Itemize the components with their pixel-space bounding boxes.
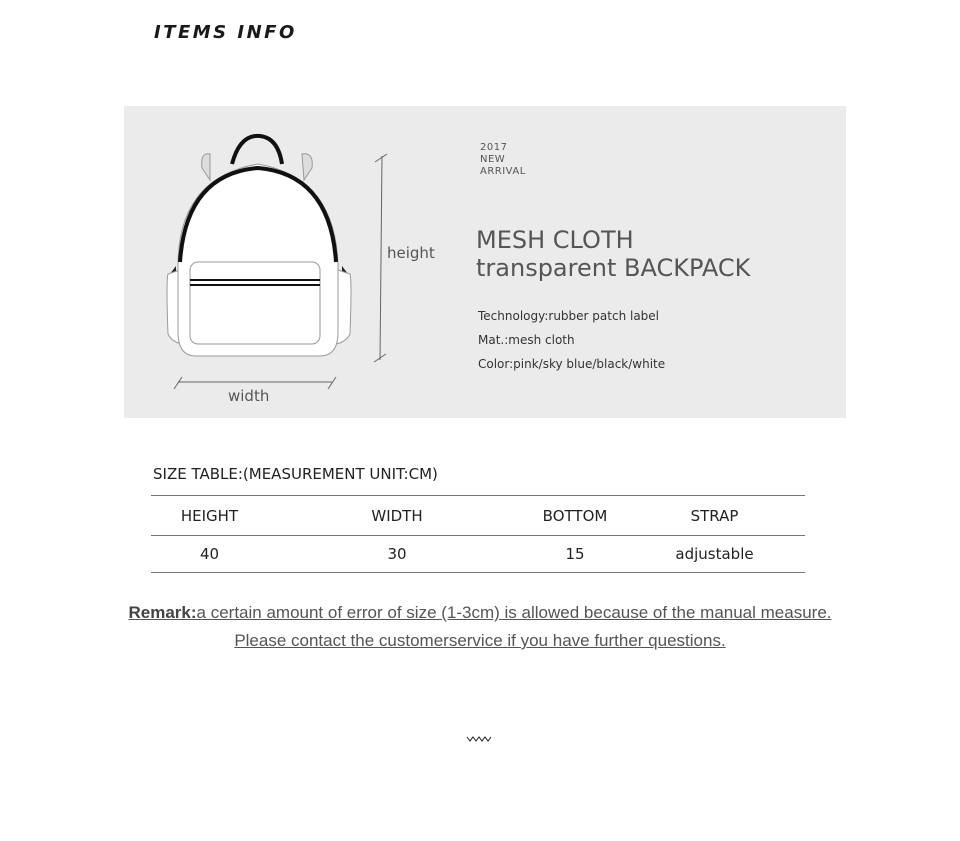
header-strap: STRAP — [624, 496, 805, 536]
cell-strap: adjustable — [624, 536, 805, 573]
spec-technology: Technology:rubber patch label — [478, 309, 660, 323]
product-title — [476, 226, 750, 282]
front-pocket — [190, 262, 320, 344]
badge-line2: ARRIVAL — [480, 166, 526, 177]
new-arrival-badge — [480, 142, 526, 178]
backpack-dimension-diagram — [124, 106, 464, 418]
remark-line1 — [80, 603, 880, 623]
product-title-line2: transparent BACKPACK — [476, 254, 751, 282]
top-handle — [232, 136, 282, 164]
cell-height: 40 — [151, 536, 268, 573]
height-tick-top — [375, 154, 387, 162]
badge-line1: NEW — [480, 154, 506, 165]
cell-width: 30 — [268, 536, 526, 573]
cell-bottom: 15 — [526, 536, 624, 573]
width-label: width — [228, 387, 270, 405]
height-dimension-line — [380, 156, 382, 360]
product-specs — [478, 308, 665, 380]
table-row — [151, 536, 805, 573]
header-height: HEIGHT — [151, 496, 268, 536]
badge-year: 2017 — [480, 142, 508, 153]
divider-squiggle-icon — [466, 734, 492, 744]
size-table-caption: SIZE TABLE:(MEASUREMENT UNIT:CM) — [153, 465, 438, 483]
section-title: ITEMS INFO — [154, 22, 297, 43]
remark-text: a certain amount of error of size (1-3cm) is allowed because of the manual measure. — [196, 603, 832, 622]
left-shoulder-strap — [202, 154, 210, 180]
height-label: height — [387, 244, 435, 262]
width-tick-left — [174, 377, 182, 389]
spec-color: Color:pink/sky blue/black/white — [478, 357, 666, 371]
spec-material: Mat.:mesh cloth — [478, 333, 575, 347]
width-tick-right — [328, 377, 336, 389]
right-shoulder-strap — [302, 154, 312, 180]
size-table-header-row — [151, 496, 805, 536]
header-width: WIDTH — [268, 496, 526, 536]
remark-label: Remark: — [128, 603, 197, 622]
product-title-line1: MESH CLOTH — [476, 226, 634, 254]
remark-line2: Please contact the customerservice if you have further questions. — [234, 631, 726, 650]
header-bottom: BOTTOM — [526, 496, 624, 536]
size-table — [151, 495, 805, 573]
product-info-panel — [124, 106, 846, 418]
